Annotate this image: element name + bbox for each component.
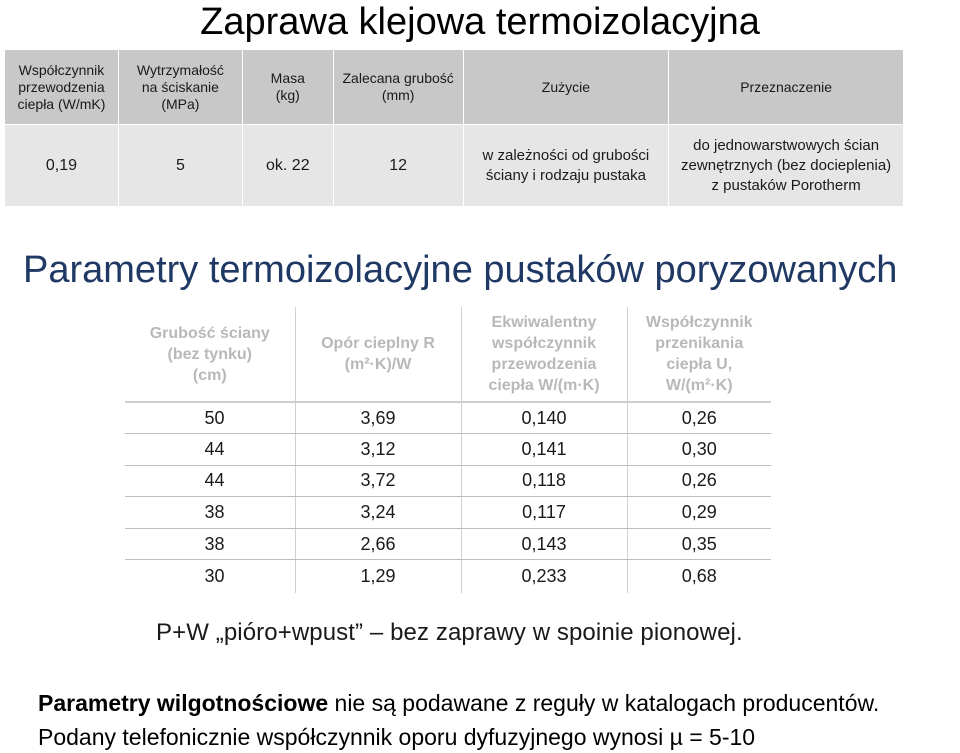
moisture-paragraph-line1 [38,689,879,717]
table-cell: 0,141 [461,434,627,466]
title-params: Parametry termoizolacyjne pustaków poryzowanych [23,249,898,291]
table-cell: 0,140 [461,402,627,434]
title-mortar: Zaprawa klejowa termoizolacyjna [200,1,760,43]
table-cell: 2,66 [295,528,461,560]
table-row [125,434,771,466]
table-cell: 0,26 [627,402,771,434]
table-row [125,528,771,560]
table-cell: 3,12 [295,434,461,466]
table-cell: 38 [125,497,295,529]
table-cell: 0,29 [627,497,771,529]
table-row [125,402,771,434]
moisture-params-text: nie są podawane z reguły w katalogach producentów. [328,690,880,716]
blocks-header-cell: Grubość ściany (bez tynku) (cm) [125,307,295,402]
mortar-table [4,49,904,207]
table-row [125,560,771,593]
mortar-header-cell: Zalecana grubość (mm) [333,50,463,125]
mortar-cell: w zależności od grubości ściany i rodzaju pustaka [463,125,669,207]
moisture-params-bold: Parametry wilgotnościowe [38,690,329,716]
table-cell: 0,233 [461,560,627,593]
table-cell: 44 [125,465,295,497]
table-row [125,497,771,529]
blocks-table-header [125,307,771,402]
mortar-cell: do jednowarstwowych ścian zewnętrznych (bez docieplenia) z pustaków Porotherm [669,125,904,207]
table-cell: 44 [125,434,295,466]
blocks-table [125,307,771,593]
mortar-header-cell: Masa (kg) [242,50,333,125]
mortar-cell: 5 [118,125,242,207]
table-cell: 3,69 [295,402,461,434]
table-row [5,125,904,207]
table-cell: 0,118 [461,465,627,497]
table-cell: 30 [125,560,295,593]
table-cell: 1,29 [295,560,461,593]
moisture-paragraph-line2: Podany telefonicznie współczynnik oporu dyfuzyjnego wynosi µ = 5-10 [38,724,756,750]
mortar-header-cell: Wytrzymałość na ściskanie (MPa) [118,50,242,125]
table-cell: 3,72 [295,465,461,497]
blocks-header-cell: Opór cieplny R (m²·K)/W [295,307,461,402]
mortar-header-cell: Zużycie [463,50,669,125]
mortar-header-cell: Współczynnik przewodzenia ciepła (W/mK) [5,50,119,125]
table-cell: 3,24 [295,497,461,529]
table-cell: 0,26 [627,465,771,497]
table-cell: 0,35 [627,528,771,560]
table-cell: 0,68 [681,566,717,587]
mortar-cell: ok. 22 [242,125,333,207]
blocks-header-cell: Współczynnik przenikania ciepła U, W/(m²·K) [627,307,771,402]
blocks-header-cell: Ekwiwalentny współczynnik przewodzenia ciepła W/(m·K) [461,307,627,402]
table-cell: 38 [125,528,295,560]
table-row [125,465,771,497]
mortar-cell: 0,19 [5,125,119,207]
table-cell: 0,30 [627,434,771,466]
mortar-header-cell: Przeznaczenie [669,50,904,125]
table-cell: 0,143 [461,528,627,560]
table-cell: 0,117 [461,497,627,529]
pw-note: P+W „pióro+wpust” – bez zaprawy w spoinie pionowej. [156,619,743,646]
mortar-cell: 12 [333,125,463,207]
mortar-table-header [5,50,904,125]
table-cell: 50 [125,402,295,434]
